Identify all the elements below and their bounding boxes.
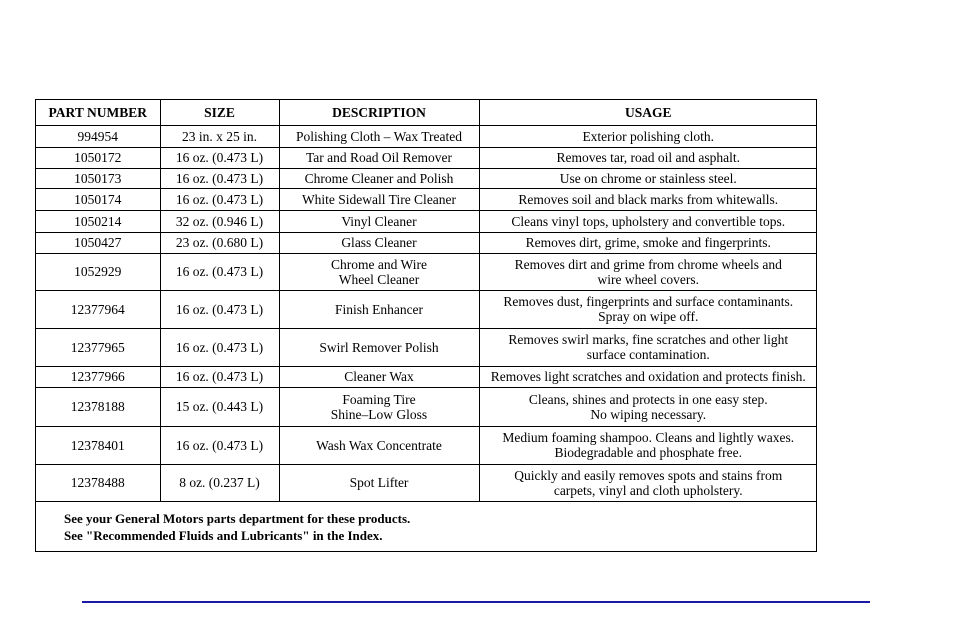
cell-size: 8 oz. (0.237 L) [160,464,279,501]
cell-part-number: 12378488 [36,464,160,501]
usage-line: Removes tar, road oil and asphalt. [556,150,741,165]
cell-usage [479,328,817,366]
cell-part-number: 12378188 [36,387,160,426]
usage-line: surface contamination. [586,347,710,362]
cell-part-number: 1050427 [36,232,160,253]
description-line: Chrome Cleaner and Polish [304,170,454,186]
description-line: Swirl Remover Polish [319,339,439,355]
description-line: Glass Cleaner [341,235,417,250]
cell-usage [479,210,817,232]
table-row [36,168,817,188]
cell-size: 23 in. x 25 in. [160,125,279,147]
usage-line: Exterior polishing cloth. [582,128,715,144]
description-line: Chrome and Wire [331,256,427,272]
cell-description [279,210,479,232]
description-line: Polishing Cloth – Wax Treated [296,128,462,144]
footer-notes [64,510,410,544]
cell-usage [479,290,817,328]
usage-line: Use on chrome or stainless steel. [559,170,737,186]
table-row [36,188,817,210]
cell-usage [479,426,817,464]
usage-line: Cleans, shines and protects in one easy step. [528,391,768,407]
usage-line: wire wheel covers. [597,271,700,287]
cell-description [279,290,479,328]
cell-description [279,125,479,147]
header-description: DESCRIPTION [279,100,479,125]
cell-size: 16 oz. (0.473 L) [160,188,279,210]
cell-description [279,147,479,168]
cell-part-number: 12377966 [36,366,160,387]
cell-usage [479,366,817,387]
cell-description [279,426,479,464]
cell-description [279,328,479,366]
usage-line: Biodegradable and phosphate free. [554,445,742,460]
usage-line: carpets, vinyl and cloth upholstery. [553,482,743,498]
header-part-number: PART NUMBER [36,100,160,125]
cell-part-number: 1050173 [36,168,160,188]
cell-usage [479,168,817,188]
cell-usage [479,253,817,290]
cell-part-number: 1050174 [36,188,160,210]
description-line: White Sidewall Tire Cleaner [301,191,457,207]
cell-usage [479,464,817,501]
table-row [36,253,817,290]
table-row [36,210,817,232]
table-row [36,147,817,168]
description-line: Spot Lifter [349,475,409,490]
cell-size: 16 oz. (0.473 L) [160,253,279,290]
table-row [36,426,817,464]
description-line: Tar and Road Oil Remover [305,150,452,165]
cell-description [279,232,479,253]
cell-description [279,464,479,501]
description-line: Finish Enhancer [334,301,424,317]
description-line: Wash Wax Concentrate [316,437,442,453]
usage-line: Cleans vinyl tops, upholstery and convertible tops. [511,213,786,229]
header-usage: USAGE [479,100,817,125]
usage-line: Removes light scratches and oxidation and protects finish. [490,369,806,384]
cell-part-number: 12377965 [36,328,160,366]
cell-usage [479,188,817,210]
cell-usage [479,147,817,168]
cell-size: 16 oz. (0.473 L) [160,426,279,464]
cell-size: 16 oz. (0.473 L) [160,366,279,387]
table-header-row [36,100,817,125]
cell-description [279,387,479,426]
cell-part-number: 1050214 [36,210,160,232]
usage-line: Spray on wipe off. [598,309,699,324]
usage-line: Removes dirt, grime, smoke and fingerprints. [525,235,771,250]
cell-size: 16 oz. (0.473 L) [160,147,279,168]
cell-part-number: 12378401 [36,426,160,464]
cell-part-number: 1050172 [36,147,160,168]
cell-usage [479,387,817,426]
cell-description [279,168,479,188]
table-row [36,125,817,147]
description-line: Vinyl Cleaner [341,213,417,229]
usage-line: Removes dust, fingerprints and surface contaminants. [503,294,794,309]
table-body [36,125,817,501]
cell-description [279,366,479,387]
header-size: SIZE [160,100,279,125]
usage-line: No wiping necessary. [590,406,707,422]
cell-size: 16 oz. (0.473 L) [160,168,279,188]
cell-size: 15 oz. (0.443 L) [160,387,279,426]
cell-size: 32 oz. (0.946 L) [160,210,279,232]
cell-description [279,253,479,290]
parts-table [36,100,817,502]
usage-line: Removes soil and black marks from whitewalls. [518,191,779,207]
table-row [36,290,817,328]
cell-usage [479,125,817,147]
parts-table-frame [35,99,817,552]
cell-description [279,188,479,210]
table-row [36,232,817,253]
description-line: Shine–Low Gloss [330,406,428,422]
description-line: Wheel Cleaner [338,271,420,287]
cell-part-number: 994954 [36,125,160,147]
cell-part-number: 1052929 [36,253,160,290]
note-line: See your General Motors parts department for these products. [64,511,411,526]
usage-line: Removes dirt and grime from chrome wheels and [514,256,782,272]
description-line: Foaming Tire [342,391,416,407]
table-row [36,366,817,387]
usage-line: Quickly and easily removes spots and stains from [514,467,783,483]
note-line: See "Recommended Fluids and Lubricants" in the Index. [64,528,383,543]
bottom-rule [82,601,870,603]
table-row [36,387,817,426]
cell-size: 23 oz. (0.680 L) [160,232,279,253]
table-row [36,464,817,501]
cell-size: 16 oz. (0.473 L) [160,328,279,366]
cell-part-number: 12377964 [36,290,160,328]
cell-usage [479,232,817,253]
usage-line: Medium foaming shampoo. Cleans and lightly waxes. [502,430,795,445]
usage-line: Removes swirl marks, fine scratches and other light [508,332,789,347]
cell-size: 16 oz. (0.473 L) [160,290,279,328]
table-row [36,328,817,366]
description-line: Cleaner Wax [344,369,414,384]
